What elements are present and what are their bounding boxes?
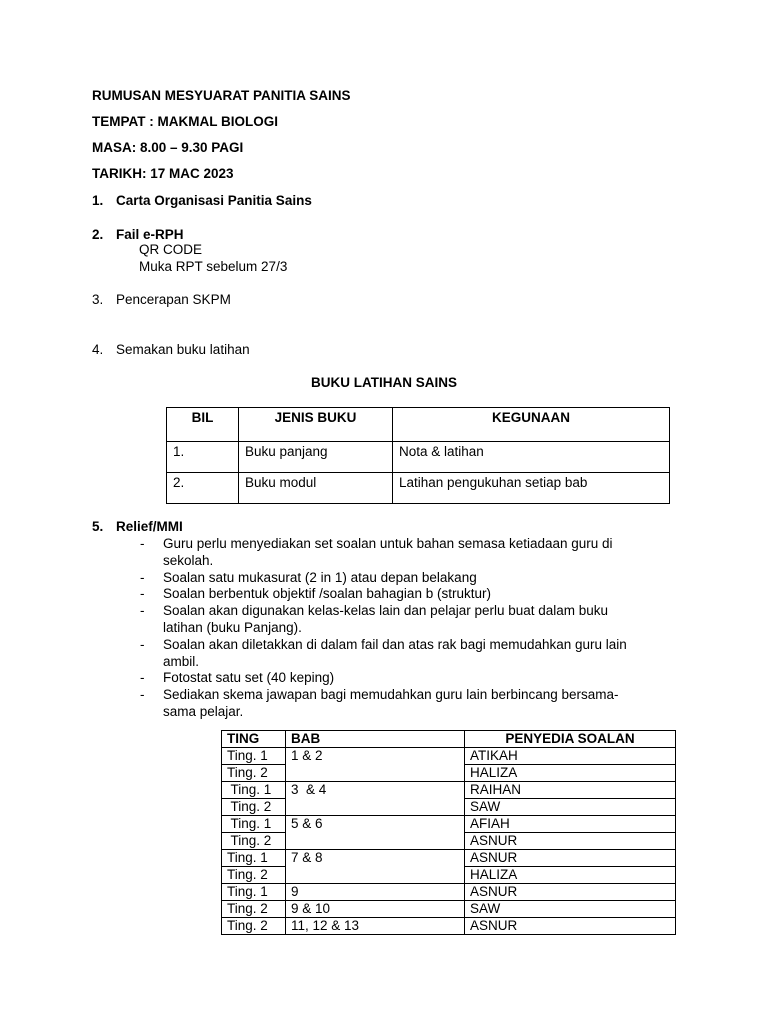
table-row: [222, 867, 676, 884]
item-3-number: 3.: [92, 292, 104, 307]
cell-penyedia: HALIZA: [465, 867, 676, 884]
cell-ting: Ting. 2: [222, 901, 286, 918]
table-row: [167, 442, 670, 473]
cell-bab: 1 & 2: [286, 748, 465, 765]
cell-penyedia: RAIHAN: [465, 782, 676, 799]
table-row: [222, 884, 676, 901]
table-row: [222, 782, 676, 799]
cell-penyedia: ASNUR: [465, 884, 676, 901]
cell-ting: Ting. 1: [222, 884, 286, 901]
bullet-text: ambil.: [163, 654, 200, 669]
tempat-line: TEMPAT : MAKMAL BIOLOGI: [92, 114, 278, 129]
bullet-text: Soalan akan diletakkan di dalam fail dan atas rak bagi memudahkan guru lain: [163, 637, 627, 652]
item-4-number: 4.: [92, 342, 104, 357]
table-row: [222, 850, 676, 867]
cell-bab: [286, 799, 465, 816]
bullet-dash: -: [140, 637, 145, 652]
bullet-dash: -: [140, 570, 145, 585]
table-row: [222, 748, 676, 765]
buku-table-title: BUKU LATIHAN SAINS: [311, 375, 457, 390]
cell-bil: 2.: [167, 473, 239, 504]
cell-penyedia: ASNUR: [465, 850, 676, 867]
cell-bab: 9: [286, 884, 465, 901]
item-4-label: Semakan buku latihan: [116, 342, 250, 357]
header-jenis-buku: JENIS BUKU: [239, 408, 393, 442]
bullet-dash: -: [140, 536, 145, 551]
item-2-sub-1: QR CODE: [139, 242, 203, 257]
cell-bil: 1.: [167, 442, 239, 473]
cell-ting: Ting. 2: [222, 833, 286, 850]
table-header-row: [167, 408, 670, 442]
item-2-label: Fail e-RPH: [116, 227, 184, 242]
item-3-label: Pencerapan SKPM: [116, 292, 231, 307]
item-5-number: 5.: [92, 519, 104, 534]
table-row: [222, 799, 676, 816]
cell-bab: 3 & 4: [286, 782, 465, 799]
item-1-label: Carta Organisasi Panitia Sains: [116, 193, 312, 208]
cell-bab: [286, 867, 465, 884]
table-header-row: [222, 731, 676, 748]
cell-ting: Ting. 1: [222, 782, 286, 799]
cell-kegunaan: Latihan pengukuhan setiap bab: [393, 473, 670, 504]
bullet-dash: -: [140, 670, 145, 685]
header-penyedia-soalan: PENYEDIA SOALAN: [465, 731, 676, 748]
cell-bab: [286, 833, 465, 850]
header-bil: BIL: [167, 408, 239, 442]
table-row: [222, 901, 676, 918]
item-5-label: Relief/MMI: [116, 519, 183, 534]
bullet-text: Fotostat satu set (40 keping): [163, 670, 335, 685]
header-bab: BAB: [286, 731, 465, 748]
cell-penyedia: SAW: [465, 799, 676, 816]
cell-ting: Ting. 2: [222, 867, 286, 884]
bullet-text: latihan (buku Panjang).: [163, 620, 302, 635]
bullet-dash: -: [140, 687, 145, 702]
bullet-text: Guru perlu menyediakan set soalan untuk bahan semasa ketiadaan guru di: [163, 536, 613, 551]
cell-ting: Ting. 2: [222, 918, 286, 935]
cell-penyedia: AFIAH: [465, 816, 676, 833]
item-1-number: 1.: [92, 193, 104, 208]
penyedia-soalan-table: [221, 730, 676, 935]
cell-ting: Ting. 1: [222, 748, 286, 765]
cell-penyedia: ASNUR: [465, 918, 676, 935]
cell-penyedia: HALIZA: [465, 765, 676, 782]
table-row: [222, 833, 676, 850]
cell-penyedia: SAW: [465, 901, 676, 918]
cell-bab: 11, 12 & 13: [286, 918, 465, 935]
cell-ting: Ting. 1: [222, 816, 286, 833]
tarikh-line: TARIKH: 17 MAC 2023: [92, 166, 234, 181]
table-row: [222, 765, 676, 782]
cell-bab: [286, 765, 465, 782]
cell-penyedia: ASNUR: [465, 833, 676, 850]
bullet-text: Soalan satu mukasurat (2 in 1) atau depan belakang: [163, 570, 477, 585]
table-row: [222, 816, 676, 833]
bullet-text: sekolah.: [163, 553, 214, 568]
item-2-number: 2.: [92, 227, 104, 242]
header-ting: TING: [222, 731, 286, 748]
table-row: [167, 473, 670, 504]
bullet-text: Sediakan skema jawapan bagi memudahkan guru lain berbincang bersama-: [163, 687, 619, 702]
cell-ting: Ting. 1: [222, 850, 286, 867]
cell-jenis-buku: Buku modul: [239, 473, 393, 504]
buku-latihan-table: [166, 407, 670, 504]
masa-line: MASA: 8.00 – 9.30 PAGI: [92, 140, 244, 155]
bullet-dash: -: [140, 603, 145, 618]
cell-penyedia: ATIKAH: [465, 748, 676, 765]
cell-bab: 5 & 6: [286, 816, 465, 833]
item-2-sub-2: Muka RPT sebelum 27/3: [139, 259, 288, 274]
bullet-dash: -: [140, 586, 145, 601]
cell-bab: 9 & 10: [286, 901, 465, 918]
header-kegunaan: KEGUNAAN: [393, 408, 670, 442]
bullet-text: Soalan berbentuk objektif /soalan bahagian b (struktur): [163, 586, 491, 601]
cell-bab: 7 & 8: [286, 850, 465, 867]
doc-title: RUMUSAN MESYUARAT PANITIA SAINS: [92, 88, 351, 103]
cell-ting: Ting. 2: [222, 799, 286, 816]
cell-jenis-buku: Buku panjang: [239, 442, 393, 473]
cell-ting: Ting. 2: [222, 765, 286, 782]
bullet-text: Soalan akan digunakan kelas-kelas lain dan pelajar perlu buat dalam buku: [163, 603, 609, 618]
table-row: [222, 918, 676, 935]
cell-kegunaan: Nota & latihan: [393, 442, 670, 473]
bullet-text: sama pelajar.: [163, 704, 244, 719]
